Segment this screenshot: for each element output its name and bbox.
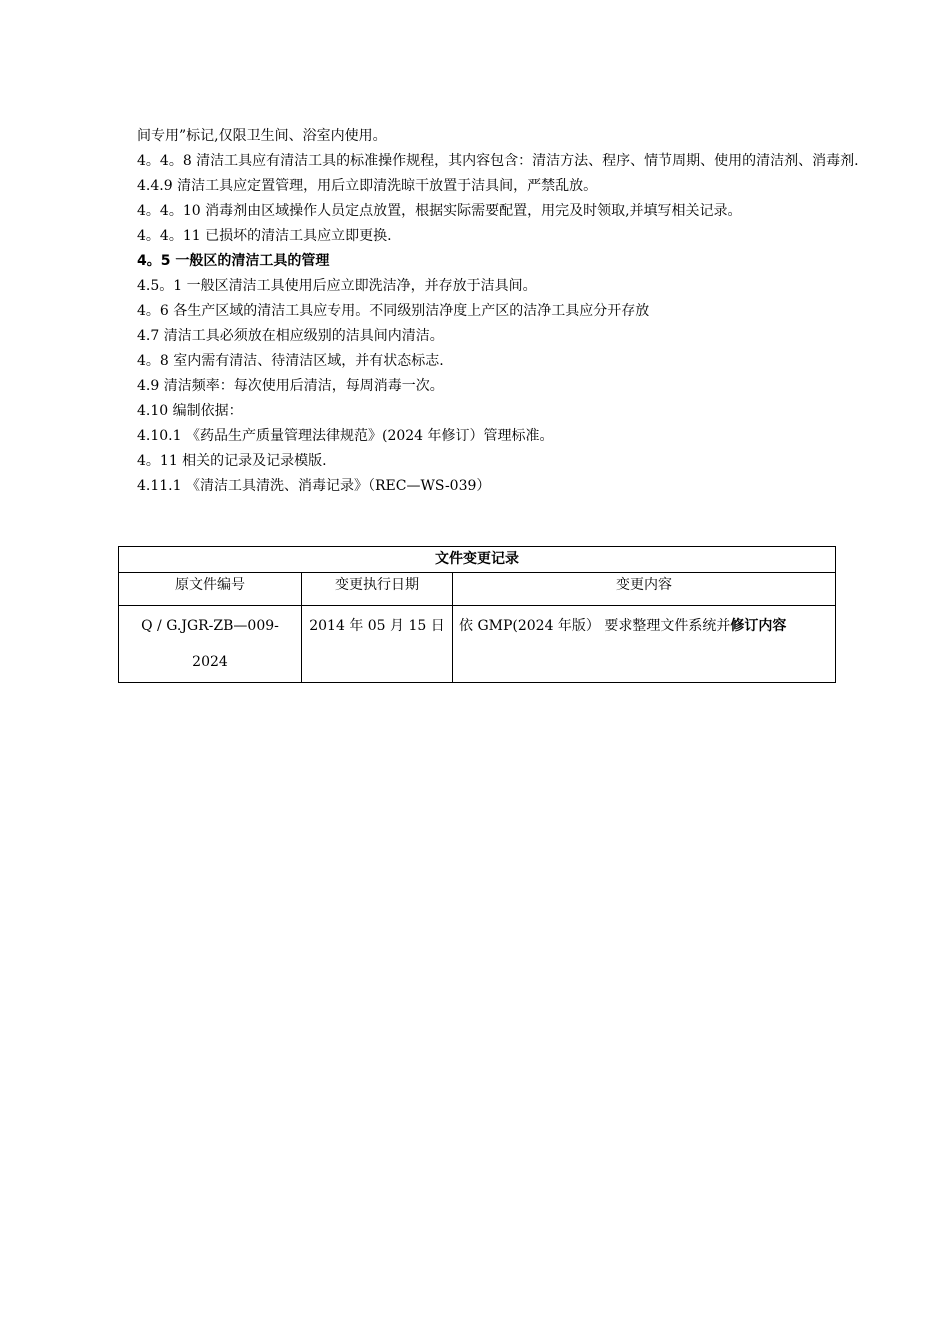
- change-record-table: [118, 546, 836, 683]
- paragraph: 4。4。8 清洁工具应有清洁工具的标准操作规程，其内容包含：清洁方法、程序、情节周期、使用的清洁剂、消毒剂.: [137, 153, 859, 169]
- paragraph: 4。6 各生产区域的清洁工具应专用。不同级别洁净度上产区的洁净工具应分开存放: [137, 303, 650, 319]
- paragraph: 4。8 室内需有清洁、待清洁区域，并有状态标志.: [137, 353, 444, 369]
- cell-doc-no: Q / G.JGR-ZB—009-2024: [119, 606, 302, 683]
- column-header-date: 变更执行日期: [302, 573, 453, 606]
- paragraph: 4.9 清洁频率：每次使用后清洁，每周消毒一次。: [137, 378, 444, 394]
- paragraph: 4。4。11 已损坏的清洁工具应立即更换.: [137, 228, 392, 244]
- content-bold-text: 修订内容: [730, 618, 787, 634]
- column-header-doc-no: 原文件编号: [119, 573, 302, 606]
- paragraph: 4.4.9 清洁工具应定置管理，用后立即清洗晾干放置于洁具间，严禁乱放。: [137, 178, 598, 194]
- paragraph: 间专用”标记,仅限卫生间、浴室内使用。: [137, 128, 387, 144]
- table-title-row: [119, 547, 836, 573]
- cell-date: 2014 年 05 月 15 日: [302, 606, 453, 683]
- document-body: [137, 124, 862, 499]
- section-heading: 4。5 一般区的清洁工具的管理: [137, 253, 330, 269]
- cell-content: [453, 606, 836, 683]
- content-text: 依 GMP(2024 年版） 要求整理文件系统并: [459, 618, 731, 634]
- paragraph: 4.7 清洁工具必须放在相应级别的洁具间内清洁。: [137, 328, 444, 344]
- table-title: 文件变更记录: [119, 547, 836, 573]
- paragraph: 4.11.1 《清洁工具清洗、消毒记录》（REC—WS-039）: [137, 478, 491, 494]
- table-header-row: [119, 573, 836, 606]
- paragraph: 4。11 相关的记录及记录模版.: [137, 453, 327, 469]
- paragraph: 4.10.1 《药品生产质量管理法律规范》(2024 年修订）管理标准。: [137, 428, 554, 444]
- table-row: [119, 606, 836, 683]
- column-header-content: 变更内容: [453, 573, 836, 606]
- paragraph: 4。4。10 消毒剂由区域操作人员定点放置，根据实际需要配置，用完及时领取,并填写相关记录。: [137, 203, 742, 219]
- paragraph: 4.5。1 一般区清洁工具使用后应立即洗洁净，并存放于洁具间。: [137, 278, 537, 294]
- paragraph: 4.10 编制依据：: [137, 403, 243, 419]
